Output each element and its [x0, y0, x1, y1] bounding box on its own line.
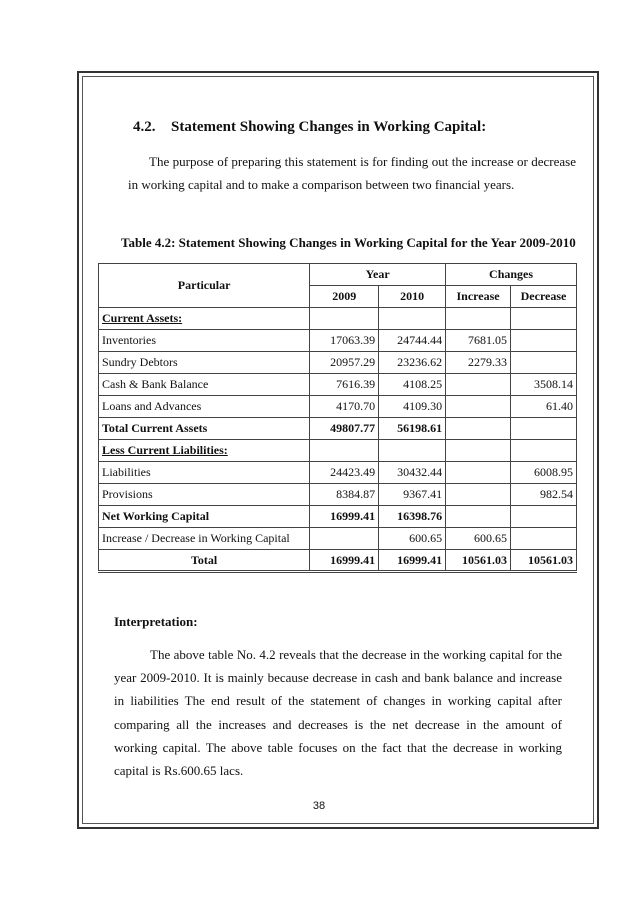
header-2009: 2009: [310, 286, 379, 308]
table-row: [99, 462, 577, 484]
cell-increase: 2279.33: [446, 352, 511, 374]
cell-2009: 7616.39: [310, 374, 379, 396]
cell-decrease: 61.40: [511, 396, 577, 418]
header-decrease: Decrease: [511, 286, 577, 308]
cell-decrease: [511, 330, 577, 352]
row-label: Provisions: [99, 484, 310, 506]
intro-paragraph: The purpose of preparing this statement is for finding out the increase or decrease in working capital and to make a comparison between two financial years.: [128, 154, 576, 192]
cell-2010: 4108.25: [379, 374, 446, 396]
cell-decrease: 982.54: [511, 484, 577, 506]
row-label: Loans and Advances: [99, 396, 310, 418]
cell-increase: [446, 418, 511, 440]
row-label: Less Current Liabilities:: [99, 440, 310, 462]
cell-increase: [446, 396, 511, 418]
cell-2009: [310, 308, 379, 330]
header-year: Year: [310, 264, 446, 286]
section-title: Statement Showing Changes in Working Capital:: [171, 119, 487, 135]
cell-2010: 600.65: [379, 528, 446, 550]
section-heading: [133, 119, 486, 136]
table-row: [99, 308, 577, 330]
row-label: Current Assets:: [99, 308, 310, 330]
cell-2010: 23236.62: [379, 352, 446, 374]
cell-2009: [310, 528, 379, 550]
cell-increase: [446, 462, 511, 484]
cell-2009: 16999.41: [310, 506, 379, 528]
cell-2009: 24423.49: [310, 462, 379, 484]
table-row: [99, 330, 577, 352]
row-label: Increase / Decrease in Working Capital: [99, 528, 310, 550]
cell-increase: [446, 308, 511, 330]
row-label: Cash & Bank Balance: [99, 374, 310, 396]
header-particular: Particular: [99, 264, 310, 308]
cell-decrease: [511, 352, 577, 374]
table-row: [99, 374, 577, 396]
cell-decrease: 10561.03: [511, 550, 577, 572]
table-header-row: [99, 264, 577, 286]
cell-decrease: [511, 308, 577, 330]
row-label: Total Current Assets: [99, 418, 310, 440]
row-label: Sundry Debtors: [99, 352, 310, 374]
interpretation-heading: Interpretation:: [114, 614, 198, 629]
cell-decrease: 3508.14: [511, 374, 577, 396]
cell-increase: [446, 484, 511, 506]
table-row: [99, 418, 577, 440]
cell-2009: 16999.41: [310, 550, 379, 572]
cell-2010: 9367.41: [379, 484, 446, 506]
cell-decrease: [511, 440, 577, 462]
row-label: Liabilities: [99, 462, 310, 484]
header-2010: 2010: [379, 286, 446, 308]
row-label: Net Working Capital: [99, 506, 310, 528]
row-label: Inventories: [99, 330, 310, 352]
table-row: [99, 396, 577, 418]
page-number: 38: [312, 800, 326, 812]
row-label: Total: [99, 550, 310, 572]
cell-2009: [310, 440, 379, 462]
cell-2010: [379, 440, 446, 462]
section-number: 4.2.: [133, 119, 156, 135]
cell-decrease: [511, 418, 577, 440]
cell-2010: [379, 308, 446, 330]
cell-increase: 10561.03: [446, 550, 511, 572]
header-changes: Changes: [446, 264, 577, 286]
header-increase: Increase: [446, 286, 511, 308]
cell-2010: 56198.61: [379, 418, 446, 440]
working-capital-table: [98, 263, 577, 573]
cell-increase: [446, 506, 511, 528]
cell-2010: 16999.41: [379, 550, 446, 572]
table-row: [99, 352, 577, 374]
table-row: [99, 484, 577, 506]
cell-2009: 20957.29: [310, 352, 379, 374]
cell-decrease: 6008.95: [511, 462, 577, 484]
interpretation-paragraph: The above table No. 4.2 reveals that the decrease in the working capital for the year 2009-2010. It is mainly because decrease in cash and bank balance and increase in liabilities The end result of the statement of changes in working capital after comparing all the increases and decreases is the net decrease in the amount of working capital. The above table focuses on the fact that the decrease in working capital is Rs.600.65 lacs.: [114, 647, 562, 779]
table-row: [99, 506, 577, 528]
cell-increase: [446, 374, 511, 396]
cell-2009: 8384.87: [310, 484, 379, 506]
table-total-row: [99, 550, 577, 572]
cell-2010: 16398.76: [379, 506, 446, 528]
cell-2010: 4109.30: [379, 396, 446, 418]
cell-increase: 600.65: [446, 528, 511, 550]
table-row: [99, 440, 577, 462]
cell-2009: 17063.39: [310, 330, 379, 352]
cell-2009: 49807.77: [310, 418, 379, 440]
table-row: [99, 528, 577, 550]
cell-2009: 4170.70: [310, 396, 379, 418]
cell-increase: [446, 440, 511, 462]
cell-2010: 30432.44: [379, 462, 446, 484]
table-caption: Table 4.2: Statement Showing Changes in Working Capital for the Year 2009-2010: [121, 235, 576, 250]
cell-2010: 24744.44: [379, 330, 446, 352]
cell-increase: 7681.05: [446, 330, 511, 352]
cell-decrease: [511, 528, 577, 550]
cell-decrease: [511, 506, 577, 528]
